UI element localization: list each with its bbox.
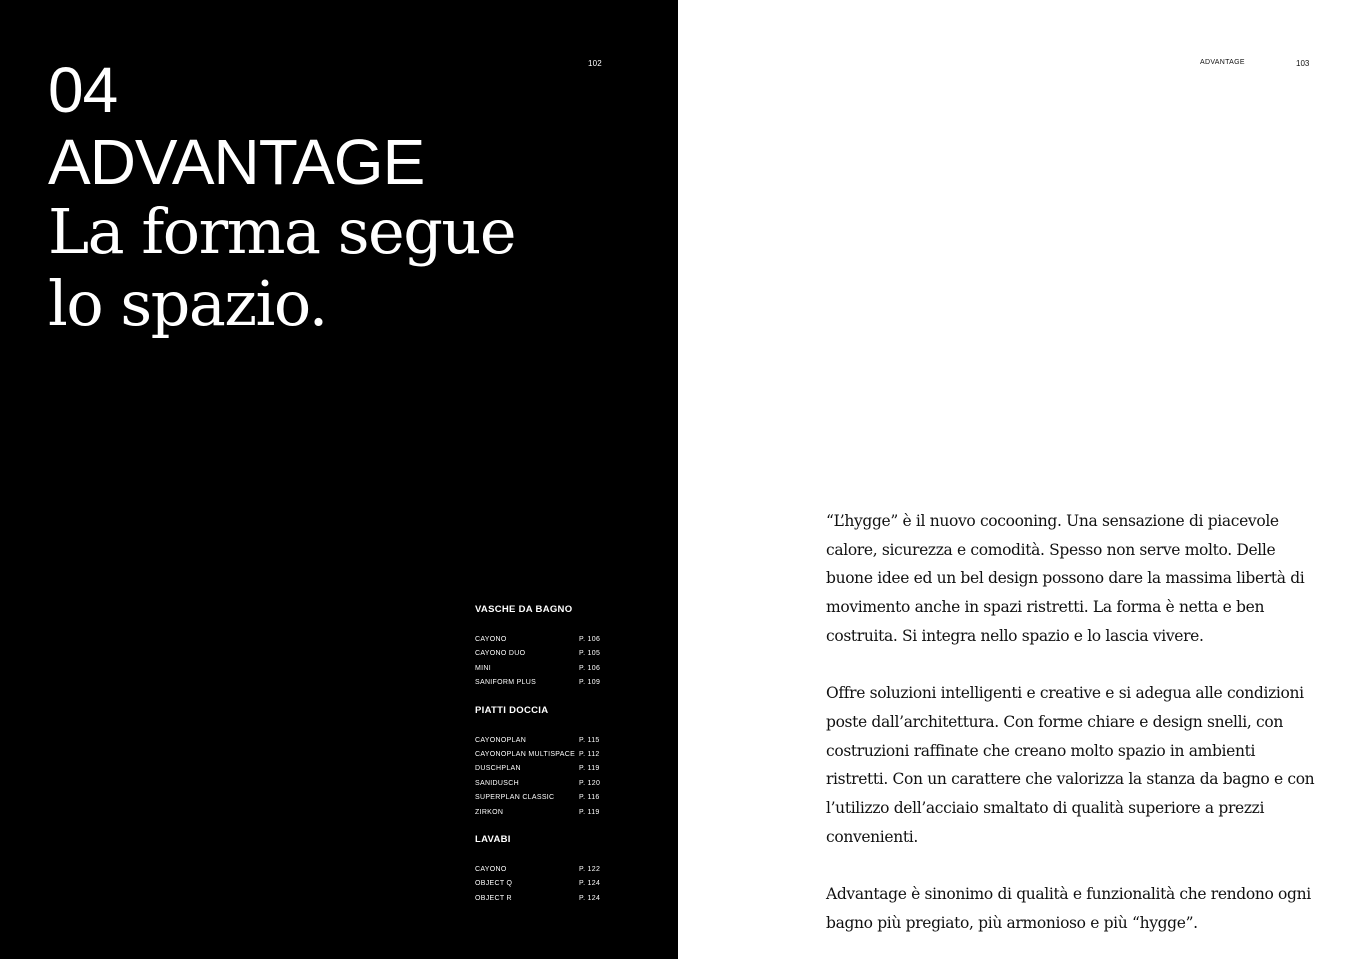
toc-item[interactable] [475,777,605,791]
toc-item-page: P. 116 [579,794,600,802]
toc-item-page: P. 109 [579,679,601,687]
body-paragraph: Offre soluzioni intelligenti e creative e si adegua alle condizioni poste dall’architettura. Con forme chiare e design snelli, con costruzioni raffinate che creano molto spazio in ambienti ristretti. Con un carattere che valorizza la stanza da bagno e con l’utilizzo dell’acciaio smaltato di qualità superiore a prezzi convenienti. [826,684,1315,846]
toc-heading: LAVABI [475,833,511,845]
toc-section-lavabi [475,833,605,906]
toc-section-piatti [475,704,605,820]
toc-item-name: MINI [475,664,491,672]
body-paragraph: “L’hygge” è il nuovo cocooning. Una sensazione di piacevole calore, sicurezza e comodità. Spesso non serve molto. Delle buone idee ed un bel design possono dare la massima libertà di movimento anche in spazi ristretti. La forma è netta e ben costruita. Si integra nello spazio e lo lascia vivere. [826,512,1305,645]
headline-line: La forma segue [48,195,516,268]
chapter-name: ADVANTAGE [48,126,425,198]
toc-spacer [475,820,605,833]
toc-item[interactable] [475,647,605,661]
page-number-right: 103 [1296,59,1310,68]
toc-item-page: P. 106 [579,664,601,672]
toc-item[interactable] [475,676,605,690]
left-page [0,0,678,959]
toc-item-name: CAYONOPLAN [475,736,527,744]
toc-item[interactable] [475,633,605,647]
toc-item-name: DUSCHPLAN [475,765,521,773]
toc-item[interactable] [475,762,605,776]
toc-section-vasche [475,603,605,691]
toc-item-page: P. 115 [579,736,600,744]
toc-item-name: OBJECT Q [475,880,513,888]
toc-item-page: P. 120 [579,779,601,787]
toc-item[interactable] [475,806,605,820]
toc-item[interactable] [475,877,605,891]
toc-spacer [475,691,605,704]
toc-item-name: SANIFORM PLUS [475,679,537,687]
right-page [678,0,1356,959]
toc-item[interactable] [475,892,605,906]
toc-item-name: CAYONOPLAN MULTISPACE [475,750,576,758]
toc-item-page: P. 106 [579,636,601,643]
toc-item[interactable] [475,748,605,762]
toc-item-page: P. 124 [579,894,601,902]
toc-item-name: SANIDUSCH [475,779,519,787]
toc-item-name: CAYONO [475,636,507,643]
toc-item-page: P. 124 [579,880,601,888]
body-text [826,507,1316,966]
toc-item-name: ZIRKON [475,808,504,816]
running-head: ADVANTAGE [1200,59,1245,66]
toc-item-name: SUPERPLAN CLASSIC [475,794,555,802]
toc-item-page: P. 119 [579,808,600,816]
page-number-left: 102 [588,59,602,68]
body-paragraph: Advantage è sinonimo di qualità e funzionalità che rendono ogni bagno più pregiato, più armonioso e più “hygge”. [826,885,1311,932]
table-of-contents [475,603,605,906]
toc-item[interactable] [475,791,605,805]
chapter-number: 04 [48,54,118,126]
toc-heading: VASCHE DA BAGNO [475,604,573,615]
toc-item-name: OBJECT R [475,894,512,902]
toc-heading: PIATTI DOCCIA [475,704,549,716]
toc-item-page: P. 119 [579,765,600,773]
toc-item[interactable] [475,734,605,748]
headline-line: lo spazio. [48,267,327,340]
toc-item-page: P. 112 [579,750,600,758]
headline [48,196,608,340]
toc-item-name: CAYONO DUO [475,650,526,658]
toc-item-page: P. 122 [579,865,601,873]
toc-item[interactable] [475,863,605,877]
toc-item[interactable] [475,662,605,676]
toc-item-page: P. 105 [579,650,601,658]
toc-item-name: CAYONO [475,865,507,873]
